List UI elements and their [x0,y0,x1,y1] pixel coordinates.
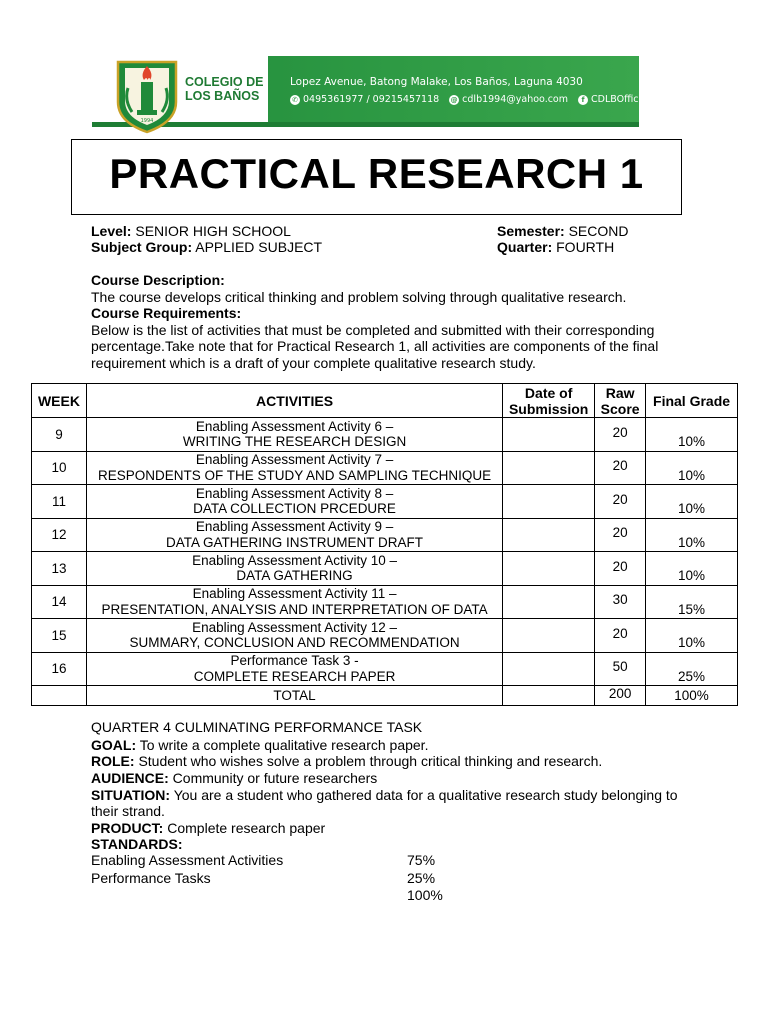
table-row [32,552,738,586]
page-title: PRACTICAL RESEARCH 1 [109,150,644,197]
table-row [32,451,738,485]
total-row [32,686,738,706]
activities-table [31,383,738,706]
contact-line [290,94,650,105]
week-cell: 13 [32,552,87,586]
raw-score-cell: 20 [595,485,646,519]
total-date-cell [503,686,595,706]
semester-line: Semester: SECOND [497,223,629,239]
activity-cell: Enabling Assessment Activity 10 – DATA GATHERING [86,552,502,586]
subject-group-line: Subject Group: APPLIED SUBJECT [91,239,323,255]
final-grade-cell: 10% [646,418,738,452]
goal-line: GOAL: To write a complete qualitative research paper. [91,737,429,753]
week-cell: 16 [32,652,87,686]
week-cell: 14 [32,585,87,619]
raw-score-cell: 20 [595,619,646,653]
week-cell: 11 [32,485,87,519]
course-description-label: Course Description: [91,272,225,288]
standards-total: 100% [407,887,443,903]
date-cell [503,652,595,686]
standard-item-value: 25% [407,870,436,886]
table-header-row [32,384,738,418]
activity-cell: Enabling Assessment Activity 11 – PRESENTATION, ANALYSIS AND INTERPRETATION OF DATA [86,585,502,619]
date-cell [503,451,595,485]
header-date: Date of Submission [503,384,595,418]
quarter-line: Quarter: FOURTH [497,239,615,255]
week-cell: 10 [32,451,87,485]
level-line: Level: SENIOR HIGH SCHOOL [91,223,291,239]
total-final-grade: 100% [646,686,738,706]
activity-cell: Enabling Assessment Activity 12 – SUMMARY, CONCLUSION AND RECOMMENDATION [86,619,502,653]
role-line: ROLE: Student who wishes solve a problem through critical thinking and research. [91,753,603,769]
standard-item-label: Performance Tasks [91,870,211,886]
phone-numbers: 0495361977 / 09215457118 [303,94,440,105]
header-activities: ACTIVITIES [86,384,502,418]
raw-score-cell: 20 [595,418,646,452]
date-cell [503,619,595,653]
phone-icon: ✆ [290,95,300,105]
table-row [32,619,738,653]
school-address: Lopez Avenue, Batong Malake, Los Baños, Laguna 4030 [290,76,583,88]
standard-item-label: Enabling Assessment Activities [91,852,284,868]
header-raw-score: Raw Score [595,384,646,418]
date-cell [503,418,595,452]
facebook-handle: CDLBOfficial [591,94,650,105]
title-box [71,139,682,215]
final-grade-cell: 15% [646,585,738,619]
header-final-grade: Final Grade [646,384,738,418]
facebook-icon: f [578,95,588,105]
situation-line: SITUATION: You are a student who gathered data for a qualitative research study belonging to their strand. [91,787,678,820]
activity-cell: Enabling Assessment Activity 7 – RESPONDENTS OF THE STUDY AND SAMPLING TECHNIQUE [86,451,502,485]
table-row [32,585,738,619]
week-cell: 9 [32,418,87,452]
raw-score-cell: 30 [595,585,646,619]
school-seal-logo [114,58,180,134]
final-grade-cell: 10% [646,619,738,653]
table-row [32,418,738,452]
final-grade-cell: 25% [646,652,738,686]
table-row [32,518,738,552]
final-grade-cell: 10% [646,485,738,519]
date-cell [503,585,595,619]
course-description-text: The course develops critical thinking and problem solving through qualitative research. [91,289,627,305]
date-cell [503,485,595,519]
email-icon: @ [450,95,458,104]
total-label: TOTAL [86,686,502,706]
audience-line: AUDIENCE: Community or future researchers [91,770,378,786]
date-cell [503,552,595,586]
final-grade-cell: 10% [646,552,738,586]
activity-cell: Enabling Assessment Activity 6 – WRITING THE RESEARCH DESIGN [86,418,502,452]
date-cell [503,518,595,552]
task-heading: QUARTER 4 CULMINATING PERFORMANCE TASK [91,719,423,735]
final-grade-cell: 10% [646,518,738,552]
standard-item-value: 75% [407,852,436,868]
email-address: cdlb1994@yahoo.com [462,94,569,105]
activity-cell: Enabling Assessment Activity 8 – DATA COLLECTION PRCEDURE [86,485,502,519]
table-row [32,652,738,686]
school-name: COLEGIO DE LOS BAÑOS [185,75,264,103]
week-cell: 12 [32,518,87,552]
raw-score-cell: 20 [595,451,646,485]
total-raw-score: 200 [595,686,646,706]
header-week: WEEK [32,384,87,418]
final-grade-cell: 10% [646,451,738,485]
product-line: PRODUCT: Complete research paper [91,820,326,836]
activity-cell: Enabling Assessment Activity 9 – DATA GATHERING INSTRUMENT DRAFT [86,518,502,552]
standards-label: STANDARDS: [91,836,183,852]
table-row [32,485,738,519]
activity-cell: Performance Task 3 - COMPLETE RESEARCH PAPER [86,652,502,686]
week-cell: 15 [32,619,87,653]
raw-score-cell: 20 [595,518,646,552]
total-week-cell [32,686,87,706]
course-requirements-label: Course Requirements: [91,305,242,321]
raw-score-cell: 50 [595,652,646,686]
svg-text:1994: 1994 [140,118,154,124]
raw-score-cell: 20 [595,552,646,586]
course-requirements-text: Below is the list of activities that must be completed and submitted with their corresponding percentage.Take note that for Practical Research 1, all activities are components of the final requirement which is a draft of your complete qualitative research study. [91,322,659,371]
